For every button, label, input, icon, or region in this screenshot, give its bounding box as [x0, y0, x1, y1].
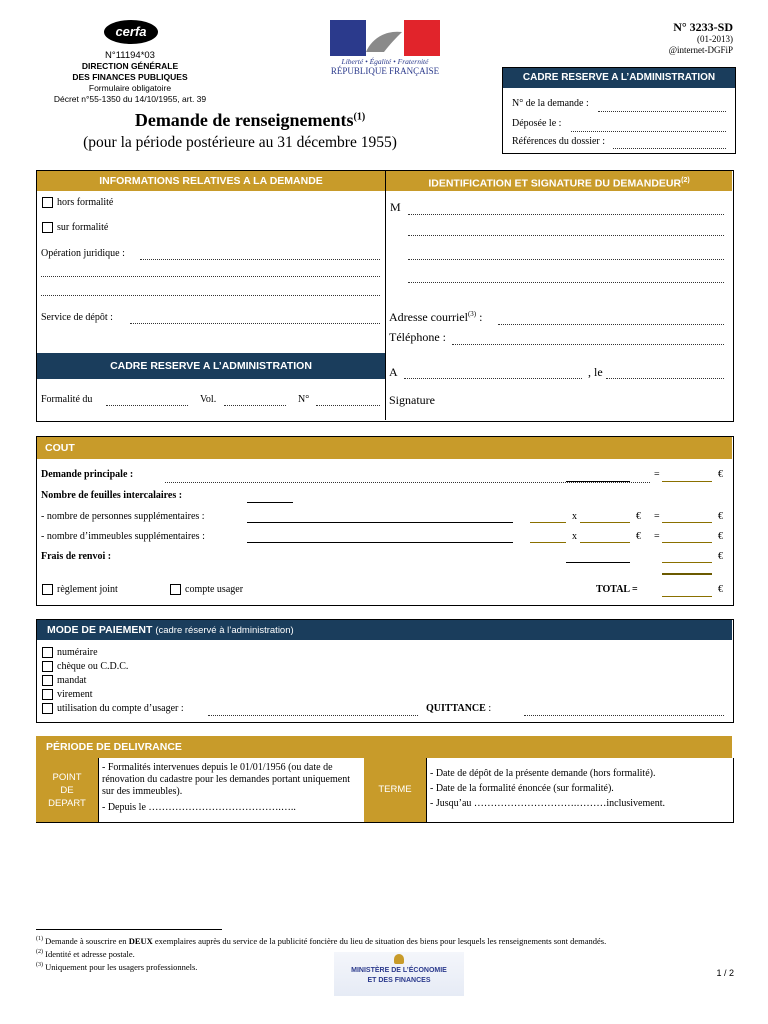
ministry-line2: ET DES FINANCES: [367, 977, 431, 984]
persons-unit-euro: €: [636, 511, 641, 522]
signature-label: Signature: [389, 393, 435, 407]
admin-box-top: [502, 67, 736, 154]
name-field-2[interactable]: [408, 234, 724, 236]
payment-option-cash: numéraire: [57, 647, 98, 658]
end-text: [430, 766, 728, 811]
ministry-line1: MINISTÈRE DE L’ÉCONOMIE: [351, 967, 447, 974]
direction-line1: DIRECTION GÉNÉRALE: [81, 61, 179, 71]
payment-joined-checkbox[interactable]: [42, 584, 53, 595]
shipping-amount[interactable]: [662, 562, 712, 563]
payment-option-cheque: chèque ou C.D.C.: [57, 661, 129, 672]
footnote-1-pre: Demande à souscrire en: [45, 935, 129, 946]
total-label: TOTAL =: [596, 584, 638, 595]
cerfa-number: N°11194*03: [105, 50, 155, 61]
direction-line2: DES FINANCES PUBLIQUES: [72, 72, 188, 82]
deposited-label: Déposée le :: [512, 118, 562, 129]
cost-section-header: COUT: [37, 437, 732, 459]
user-account-field[interactable]: [208, 714, 418, 716]
service-label: Service de dépôt :: [41, 312, 113, 323]
mandatory-text: Formulaire obligatoire: [88, 83, 172, 93]
buildings-unit-euro: €: [636, 531, 641, 542]
payment-option-account: utilisation du compte d’usager :: [57, 703, 184, 714]
ident-header-text: IDENTIFICATION ET SIGNATURE DU DEMANDEUR: [428, 177, 682, 190]
buildings-equals: =: [654, 531, 660, 542]
buildings-line: [247, 542, 513, 543]
buildings-amount[interactable]: [662, 542, 712, 543]
user-account-payment-checkbox[interactable]: [42, 703, 53, 714]
ministry-emblem-icon: [394, 954, 404, 964]
end-text-1: - Date de dépôt de la présente demande (hors formalité).: [430, 768, 656, 779]
republic-name: RÉPUBLIQUE FRANÇAISE: [330, 66, 440, 76]
main-demand-amount[interactable]: [662, 481, 712, 482]
start-text-2: - Depuis le ………………………………….…..: [102, 802, 296, 813]
place-label: A: [389, 365, 398, 379]
payment-section-header: [37, 620, 732, 640]
total-euro: €: [718, 584, 723, 595]
page-title: Demande de renseignements: [134, 110, 354, 130]
shipping-euro: €: [718, 551, 723, 562]
decree-text: Décret n°55-1350 du 14/10/1955, art. 39: [53, 94, 207, 104]
email-label: Adresse courriel: [389, 310, 468, 324]
persons-unit[interactable]: [580, 522, 630, 523]
sheets-label: Nombre de feuilles intercalaires :: [41, 490, 183, 501]
persons-amount[interactable]: [662, 522, 712, 523]
formalite-du-label: Formalité du: [41, 394, 93, 405]
transfer-checkbox[interactable]: [42, 689, 53, 700]
persons-label: - nombre de personnes supplémentaires :: [41, 511, 205, 522]
operation-label: Opération juridique :: [41, 248, 125, 259]
email-note: (3): [467, 310, 477, 318]
demand-number-label: N° de la demande :: [512, 98, 589, 109]
receipt-colon: :: [488, 703, 492, 714]
footnote-3-mark: (3): [36, 961, 43, 968]
references-label: Références du dossier :: [512, 136, 606, 147]
marianne-logo: [330, 20, 440, 60]
admin-box-header: CADRE RESERVE A L’ADMINISTRATION: [503, 68, 735, 88]
operation-field-2[interactable]: [41, 275, 380, 277]
operation-field-3[interactable]: [41, 294, 380, 296]
vol-field[interactable]: [224, 404, 286, 406]
vol-label: Vol.: [200, 394, 217, 405]
footnote-1-bold: DEUX: [128, 935, 153, 946]
date-field[interactable]: [606, 377, 724, 379]
persons-line: [247, 522, 513, 523]
service-field[interactable]: [130, 322, 380, 324]
sur-formalite-label: sur formalité: [57, 222, 109, 233]
number-field[interactable]: [316, 404, 380, 406]
end-label: TERME: [378, 784, 412, 795]
place-field[interactable]: [404, 377, 582, 379]
persons-qty[interactable]: [530, 522, 566, 523]
footnote-1-post: exemplaires auprès du service de la publicité foncière du lieu de situation des biens pour lesquels les renseignements sont demandés.: [152, 935, 607, 946]
shipping-label: Frais de renvoi :: [41, 551, 112, 562]
buildings-unit[interactable]: [580, 542, 630, 543]
form-source: @internet-DGFiP: [668, 45, 733, 55]
ident-header-note: (2): [681, 177, 690, 184]
name-field-1[interactable]: [408, 213, 724, 215]
cheque-checkbox[interactable]: [42, 661, 53, 672]
form-number: N° 3233-SD: [673, 20, 733, 34]
persons-x: x: [572, 511, 577, 522]
user-account-label: compte usager: [185, 584, 244, 595]
footnote-1-mark: (1): [36, 936, 43, 942]
operation-field-1[interactable]: [140, 258, 380, 260]
main-demand-euro: €: [718, 469, 723, 480]
start-text-1: - Formalités intervenues depuis le 01/01/1956 (ou date de rénovation du cadastre pour les demandes portant uniquement sur des immeubles).: [102, 762, 350, 797]
user-account-checkbox[interactable]: [170, 584, 181, 595]
formalite-du-field[interactable]: [106, 404, 188, 406]
footnote-2-mark: (2): [36, 948, 43, 955]
sur-formalite-checkbox[interactable]: [42, 222, 53, 233]
ministry-logo: [334, 952, 464, 996]
sheets-field[interactable]: [247, 502, 293, 503]
date-label: , le: [588, 365, 603, 379]
email-field[interactable]: [498, 323, 724, 325]
ident-section-header: [386, 171, 732, 191]
start-label: POINT DE DEPART: [48, 771, 86, 809]
footnote-3-text: Uniquement pour les usagers professionnels.: [45, 961, 198, 972]
deposited-field[interactable]: [571, 130, 726, 132]
payment-header-text: MODE DE PAIEMENT: [47, 624, 153, 636]
title-note: (1): [353, 111, 366, 123]
email-colon: :: [479, 310, 483, 324]
persons-euro: €: [718, 511, 723, 522]
start-label-cell: [36, 758, 98, 822]
name-field-4[interactable]: [408, 281, 724, 283]
phone-label: Téléphone :: [389, 330, 446, 344]
footnote-1: [36, 934, 736, 947]
total-amount[interactable]: [662, 596, 712, 597]
payment-option-mandate: mandat: [57, 675, 87, 686]
references-field[interactable]: [613, 147, 726, 149]
end-text-2: - Date de la formalité énoncée (sur formalité).: [430, 783, 614, 794]
end-text-3: - Jusqu’au ………………………….………inclusivement.: [430, 798, 665, 809]
main-demand-label: Demande principale :: [41, 469, 134, 480]
buildings-euro: €: [718, 531, 723, 542]
demand-number-field[interactable]: [598, 110, 726, 112]
m-label: M: [390, 200, 401, 214]
payment-joined-label: règlement joint: [57, 584, 118, 595]
payment-header-note: (cadre réservé à l’administration): [155, 625, 294, 636]
start-text: [102, 762, 360, 814]
hors-formalite-checkbox[interactable]: [42, 197, 53, 208]
page-subtitle: (pour la période postérieure au 31 décembre 1955): [83, 134, 397, 151]
buildings-x: x: [572, 531, 577, 542]
buildings-label: - nombre d’immeubles supplémentaires :: [41, 531, 205, 542]
payment-option-transfer: virement: [57, 689, 93, 700]
cerfa-logo: cerfa: [104, 20, 158, 44]
receipt-field[interactable]: [524, 714, 724, 716]
main-demand-equals: =: [654, 469, 660, 480]
name-field-3[interactable]: [408, 258, 724, 260]
page-number: 1 / 2: [716, 968, 734, 978]
number-label: N°: [298, 394, 310, 405]
footnote-2-text: Identité et adresse postale.: [45, 948, 135, 959]
receipt-label: QUITTANCE: [426, 703, 486, 714]
admin-section-header: CADRE RESERVE A L’ADMINISTRATION: [37, 353, 385, 379]
end-label-cell: [364, 758, 426, 822]
persons-equals: =: [654, 511, 660, 522]
buildings-qty[interactable]: [530, 542, 566, 543]
mandate-checkbox[interactable]: [42, 675, 53, 686]
cash-checkbox[interactable]: [42, 647, 53, 658]
hors-formalite-label: hors formalité: [57, 197, 114, 208]
republic-motto: Liberté • Égalité • Fraternité: [341, 57, 429, 66]
info-section-header: INFORMATIONS RELATIVES A LA DEMANDE: [37, 171, 385, 191]
form-date: (01-2013): [697, 34, 733, 44]
period-section-header: PÉRIODE DE DELIVRANCE: [36, 736, 732, 758]
phone-field[interactable]: [452, 343, 724, 345]
